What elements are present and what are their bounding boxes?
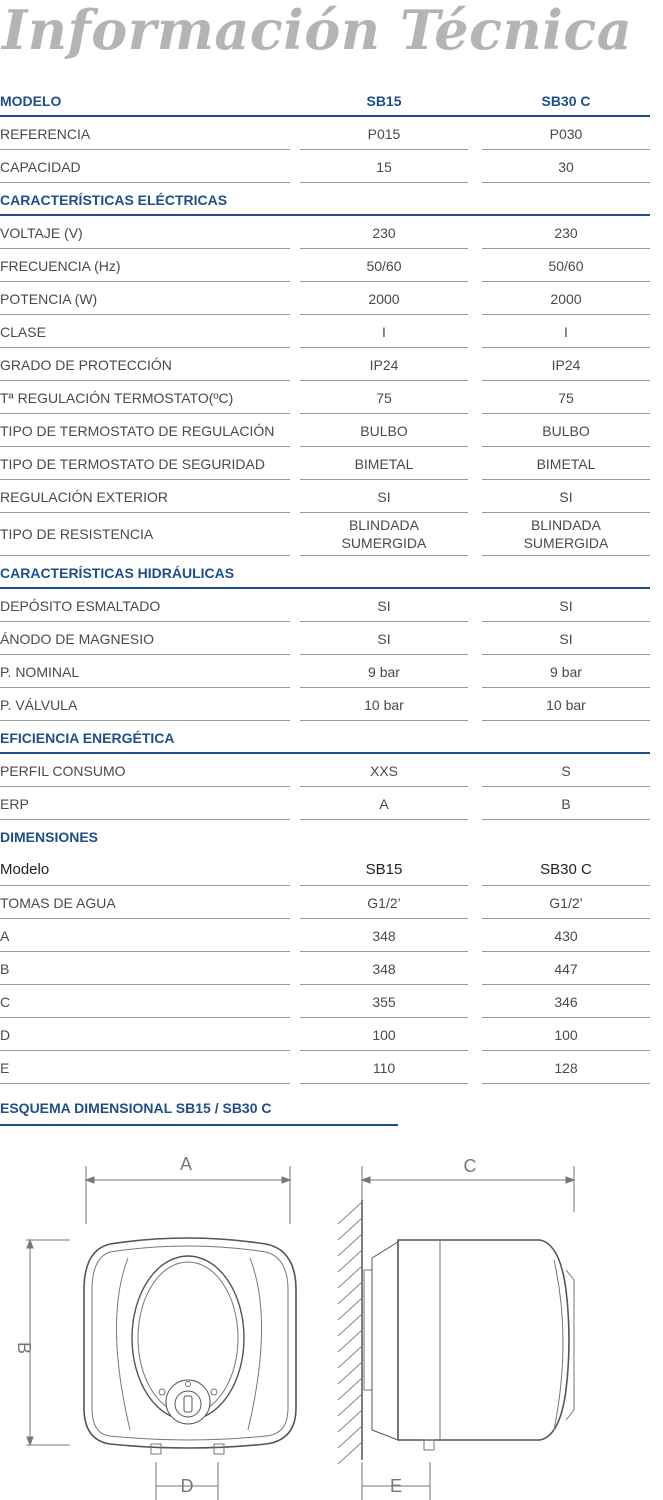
table-row xyxy=(0,381,663,414)
value-sb15: 15 xyxy=(376,158,392,175)
row-label: C xyxy=(0,993,11,1010)
table-row xyxy=(0,348,663,381)
page-title: Información Técnica xyxy=(2,0,633,62)
value-sb15: A xyxy=(379,795,389,812)
section-header xyxy=(0,556,663,589)
dimension-a xyxy=(86,1166,290,1224)
row-label: VOLTAJE (V) xyxy=(0,224,83,241)
value-sb30c: 230 xyxy=(554,224,578,241)
value-sb30c: I xyxy=(564,323,568,340)
value-sb30c: SI xyxy=(559,630,573,647)
row-label: D xyxy=(0,1026,11,1043)
row-label: PERFIL CONSUMO xyxy=(0,762,126,779)
table-row xyxy=(0,589,663,622)
value-sb15: I xyxy=(382,323,386,340)
table-row xyxy=(0,919,663,952)
dimensional-drawing xyxy=(0,1140,663,1500)
table-row xyxy=(0,886,663,919)
row-label: ERP xyxy=(0,795,29,812)
row-label: FRECUENCIA (Hz) xyxy=(0,257,121,274)
label-a: A xyxy=(179,1154,193,1174)
value-sb15: 230 xyxy=(372,224,396,241)
table-row xyxy=(0,853,663,886)
value-sb15: SB15 xyxy=(366,92,402,109)
label-b: B xyxy=(14,1341,34,1355)
value-sb15: BULBO xyxy=(360,422,408,439)
row-label: TIPO DE RESISTENCIA xyxy=(0,525,154,542)
table-row xyxy=(0,513,663,556)
row-divider xyxy=(300,1083,468,1084)
value-sb30c: 30 xyxy=(558,158,574,175)
value-sb15: 50/60 xyxy=(366,257,402,274)
value-sb30c: BLINDADA SUMERGIDA xyxy=(523,517,609,551)
value-sb15: 348 xyxy=(372,927,396,944)
title-banner xyxy=(0,0,663,70)
section-header xyxy=(0,721,663,754)
section-header xyxy=(0,820,663,853)
value-sb15: IP24 xyxy=(369,356,399,373)
value-sb30c: 50/60 xyxy=(548,257,584,274)
value-sb15: 110 xyxy=(372,1059,396,1076)
side-view xyxy=(364,1240,574,1450)
table-row xyxy=(0,282,663,315)
value-sb15: 100 xyxy=(372,1026,396,1043)
table-row xyxy=(0,688,663,721)
row-label: REGULACIÓN EXTERIOR xyxy=(0,488,169,505)
value-sb15: BIMETAL xyxy=(354,455,414,472)
row-label: P. NOMINAL xyxy=(0,663,80,680)
table-row xyxy=(0,655,663,688)
value-sb30c: BULBO xyxy=(542,422,590,439)
spec-table xyxy=(0,84,663,1084)
value-sb30c: 10 bar xyxy=(546,696,586,713)
value-sb30c: 447 xyxy=(554,960,578,977)
table-row xyxy=(0,216,663,249)
value-sb30c: SB30 C xyxy=(541,92,591,109)
row-divider xyxy=(482,1083,650,1084)
value-sb15: 10 bar xyxy=(364,696,404,713)
row-label: P. VÁLVULA xyxy=(0,696,78,713)
schema-title: ESQUEMA DIMENSIONAL SB15 / SB30 C xyxy=(0,1100,272,1116)
label-e: E xyxy=(389,1476,403,1496)
table-row xyxy=(0,117,663,150)
value-sb30c: IP24 xyxy=(551,356,581,373)
row-label: A xyxy=(0,927,10,944)
value-sb15: SB15 xyxy=(365,861,403,878)
value-sb15: SI xyxy=(377,488,391,505)
row-label: TOMAS DE AGUA xyxy=(0,894,116,911)
table-row xyxy=(0,787,663,820)
value-sb30c: 346 xyxy=(554,993,578,1010)
value-sb30c: S xyxy=(561,762,571,779)
row-label: REFERENCIA xyxy=(0,125,91,142)
value-sb15: SI xyxy=(377,597,391,614)
row-label: MODELO xyxy=(0,92,62,109)
row-label: DEPÓSITO ESMALTADO xyxy=(0,597,161,614)
table-row xyxy=(0,447,663,480)
value-sb30c: 128 xyxy=(554,1059,578,1076)
table-header-row xyxy=(0,84,663,117)
value-sb30c: 100 xyxy=(554,1026,578,1043)
row-label: DIMENSIONES xyxy=(0,828,99,845)
value-sb15: XXS xyxy=(369,762,398,779)
label-c: C xyxy=(463,1156,477,1176)
row-label: B xyxy=(0,960,10,977)
value-sb30c: B xyxy=(561,795,571,812)
value-sb30c: SI xyxy=(559,488,573,505)
table-row xyxy=(0,1051,663,1084)
row-divider xyxy=(0,1083,290,1084)
table-row xyxy=(0,1018,663,1051)
table-row xyxy=(0,150,663,183)
section-header xyxy=(0,183,663,216)
value-sb15: 355 xyxy=(372,993,396,1010)
row-label: CLASE xyxy=(0,323,46,340)
table-row xyxy=(0,315,663,348)
row-label: TIPO DE TERMOSTATO DE REGULACIÓN xyxy=(0,422,275,439)
value-sb15: BLINDADA SUMERGIDA xyxy=(341,517,427,551)
value-sb30c: 75 xyxy=(558,389,574,406)
table-row xyxy=(0,985,663,1018)
row-label: ÁNODO DE MAGNESIO xyxy=(0,630,155,647)
value-sb30c: G1/2’ xyxy=(549,894,583,911)
row-label: Modelo xyxy=(0,861,50,878)
label-d: D xyxy=(180,1476,194,1496)
row-label: EFICIENCIA ENERGÉTICA xyxy=(0,729,175,746)
value-sb30c: 9 bar xyxy=(550,663,582,680)
row-label: CARACTERÍSTICAS HIDRÁULICAS xyxy=(0,564,235,581)
table-row xyxy=(0,952,663,985)
value-sb30c: SI xyxy=(559,597,573,614)
row-label: TIPO DE TERMOSTATO DE SEGURIDAD xyxy=(0,455,265,472)
table-row xyxy=(0,622,663,655)
schema-title-underline xyxy=(0,1124,398,1126)
table-row xyxy=(0,249,663,282)
table-row xyxy=(0,414,663,447)
row-label: E xyxy=(0,1059,10,1076)
value-sb15: 2000 xyxy=(368,290,400,307)
value-sb30c: P030 xyxy=(549,125,583,142)
value-sb15: 348 xyxy=(372,960,396,977)
row-label: CARACTERÍSTICAS ELÉCTRICAS xyxy=(0,191,228,208)
value-sb15: G1/2’ xyxy=(367,894,401,911)
table-row xyxy=(0,480,663,513)
front-view xyxy=(84,1238,296,1454)
wall-hatching xyxy=(338,1200,362,1464)
row-label: POTENCIA (W) xyxy=(0,290,98,307)
value-sb30c: 430 xyxy=(554,927,578,944)
row-label: CAPACIDAD xyxy=(0,158,81,175)
value-sb15: 75 xyxy=(376,389,392,406)
value-sb15: SI xyxy=(377,630,391,647)
value-sb30c: BIMETAL xyxy=(536,455,596,472)
value-sb30c: SB30 C xyxy=(540,861,592,878)
value-sb30c: 2000 xyxy=(550,290,582,307)
table-row xyxy=(0,754,663,787)
row-label: Tª REGULACIÓN TERMOSTATO(ºC) xyxy=(0,389,234,406)
value-sb15: 9 bar xyxy=(368,663,400,680)
row-label: GRADO DE PROTECCIÓN xyxy=(0,356,172,373)
value-sb15: P015 xyxy=(367,125,401,142)
